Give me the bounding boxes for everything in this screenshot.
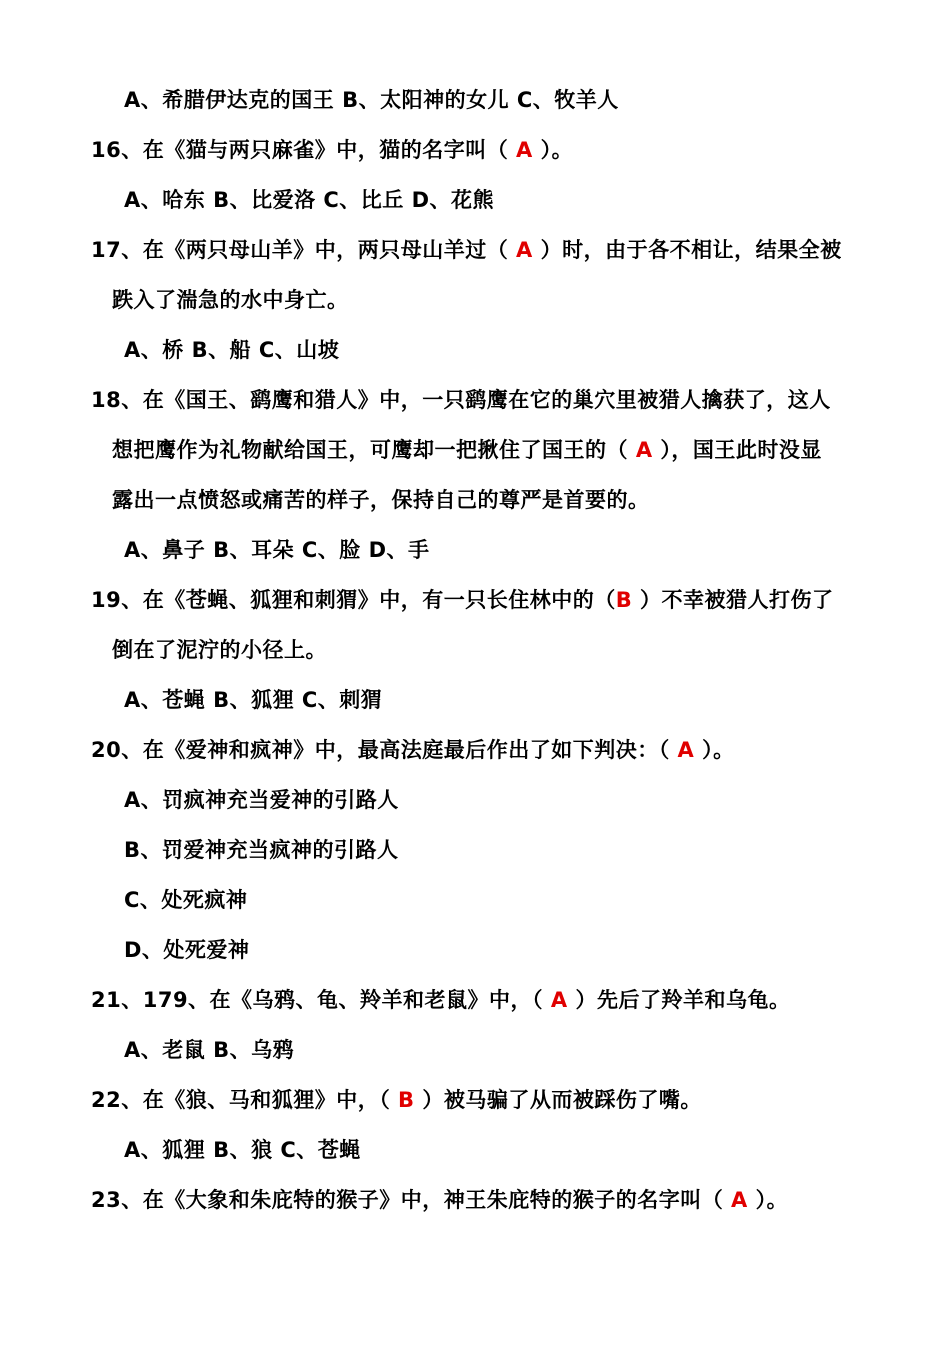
option-line-22: A、狐狸 B、狼 C、苍蝇 bbox=[124, 1138, 361, 1162]
question-23: 23、在《大象和朱庇特的猴子》中，神王朱庇特的猴子的名字叫（ A ）。 bbox=[91, 1188, 789, 1212]
question-22: 22、在《狼、马和狐狸》中，（ B ）被马骗了从而被踩伤了嘴。 bbox=[91, 1088, 702, 1112]
question-19: 19、在《苍蝇、狐狸和刺猬》中，有一只长住林中的（B ）不幸被猎人打伤了 bbox=[91, 588, 834, 612]
answer-20: A bbox=[677, 738, 695, 762]
answer-21: A bbox=[550, 988, 568, 1012]
option-line-21: A、老鼠 B、乌鸦 bbox=[124, 1038, 295, 1062]
question-19-continued: 倒在了泥泞的小径上。 bbox=[112, 638, 327, 662]
question-18: 18、在《国王、鹞鹰和猎人》中，一只鹞鹰在它的巢穴里被猎人擒获了，这人 bbox=[91, 388, 831, 412]
option-line-16: A、哈东 B、比爱洛 C、比丘 D、花熊 bbox=[124, 188, 495, 212]
option-20-a: A、罚疯神充当爱神的引路人 bbox=[124, 788, 399, 812]
option-20-c: C、处死疯神 bbox=[124, 888, 248, 912]
option-20-d: D、处死爱神 bbox=[124, 938, 250, 962]
answer-23: A bbox=[731, 1188, 748, 1212]
question-21: 21、179、在《乌鸦、龟、羚羊和老鼠》中，（ A ）先后了羚羊和乌龟。 bbox=[91, 988, 791, 1012]
answer-22: B bbox=[398, 1088, 415, 1112]
option-line-19: A、苍蝇 B、狐狸 C、刺猬 bbox=[124, 688, 383, 712]
question-18-continued: 想把鹰作为礼物献给国王，可鹰却一把揪住了国王的（ A ），国王此时没显 bbox=[112, 438, 822, 462]
option-20-b: B、罚爱神充当疯神的引路人 bbox=[124, 838, 399, 862]
option-line-18: A、鼻子 B、耳朵 C、脸 D、手 bbox=[124, 538, 430, 562]
answer-18: A bbox=[635, 438, 653, 462]
option-line-15: A、希腊伊达克的国王 B、太阳神的女儿 C、牧羊人 bbox=[124, 88, 619, 112]
question-20: 20、在《爱神和疯神》中，最高法庭最后作出了如下判决：（ A ）。 bbox=[91, 738, 735, 762]
question-16: 16、在《猫与两只麻雀》中，猫的名字叫（ A ）。 bbox=[91, 138, 574, 162]
question-17: 17、在《两只母山羊》中，两只母山羊过（ A ）时，由于各不相让，结果全被 bbox=[91, 238, 842, 262]
question-18-continued-2: 露出一点愤怒或痛苦的样子，保持自己的尊严是首要的。 bbox=[112, 488, 650, 512]
answer-16: A bbox=[516, 138, 533, 162]
answer-19: B bbox=[615, 588, 633, 612]
answer-17: A bbox=[516, 238, 533, 262]
option-line-17: A、桥 B、船 C、山坡 bbox=[124, 338, 340, 362]
question-17-continued: 跌入了湍急的水中身亡。 bbox=[112, 288, 349, 312]
